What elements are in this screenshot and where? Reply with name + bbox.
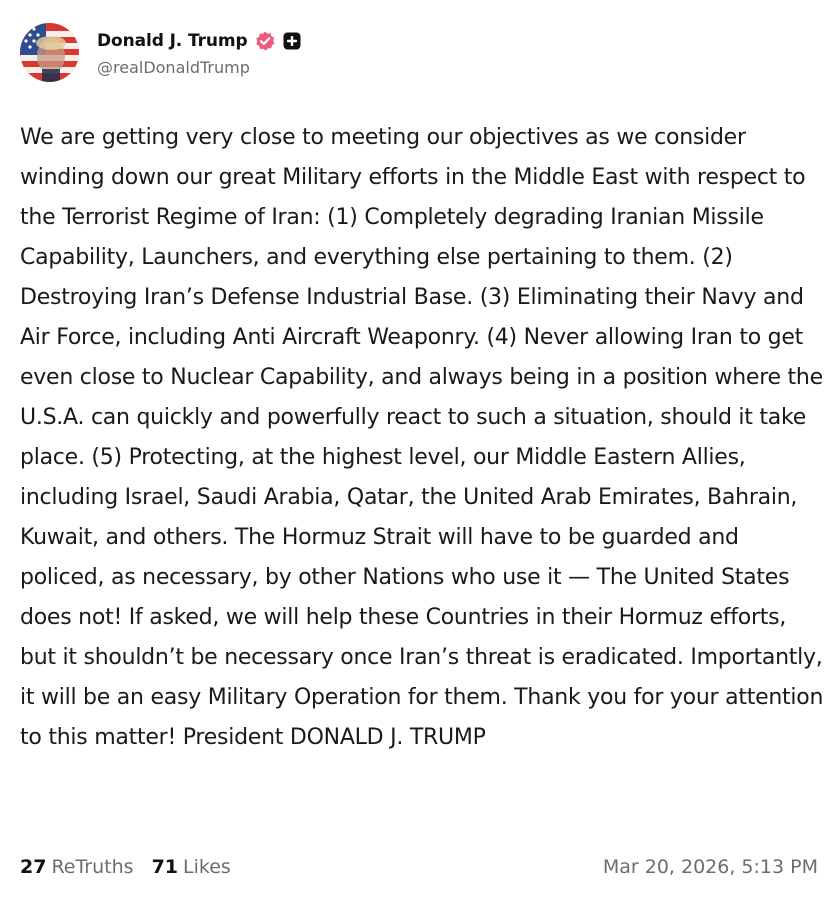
plus-square-icon[interactable] [282, 31, 302, 51]
post-header [20, 22, 302, 82]
likes-stat[interactable] [152, 856, 231, 878]
verified-badge-icon [254, 30, 276, 52]
post-timestamp[interactable]: Mar 20, 2026, 5:13 PM [602, 856, 818, 878]
author-display-name[interactable]: Donald J. Trump [97, 30, 248, 51]
avatar[interactable] [20, 23, 79, 82]
post-body-text: We are getting very close to meeting our objectives as we consider winding down our great Military efforts in the Middle East with respect to the Terrorist Regime of Iran: (1) Completely degrading Iranian Missile Capability, Launchers, and everything else pertaining to them. (2) Destroying Iran’s Defense Industrial Base. (3) Eliminating their Navy and Air Force, including Anti Aircraft Weaponry. (4) Never allowing Iran to get even close to Nuclear Capability, and always being in a position where the U.S.A. can quickly and powerfully react to such a situation, should it take place. (5) Protecting, at the highest level, our Middle Eastern Allies, including Israel, Saudi Arabia, Qatar, the United Arab Emirates, Bahrain, Kuwait, and others. The Hormuz Strait will have to be guarded and policed, as necessary, by other Nations who use it — The United States does not! If asked, we will help these Countries in their Hormuz efforts, but it shouldn’t be necessary once Iran’s threat is eradicated. Importantly, it will be an easy Military Operation for them. Thank you for your attention to this matter! President DONALD J. TRUMP [20, 125, 824, 750]
name-row [97, 28, 302, 54]
flag-portrait-avatar-icon [20, 23, 79, 82]
author-handle[interactable]: @realDonaldTrump [97, 57, 250, 77]
retruths-count: 27 [20, 856, 47, 878]
post-footer [20, 852, 818, 882]
author-identity [97, 28, 302, 77]
likes-count: 71 [151, 856, 179, 878]
likes-label: Likes [183, 856, 231, 878]
retruths-label: ReTruths [51, 856, 134, 878]
retruths-stat[interactable] [20, 856, 134, 878]
